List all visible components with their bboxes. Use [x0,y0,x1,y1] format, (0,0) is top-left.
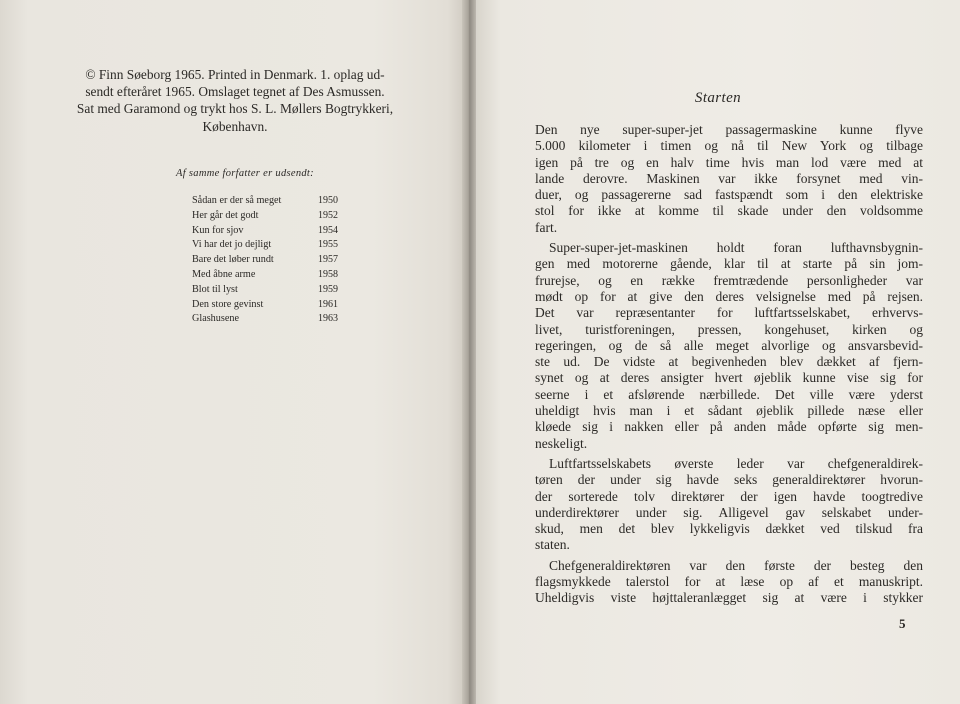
text-line: Den nye super-super-jet passagermaskine kunne flyve [535,122,923,137]
text-line: 5.000 kilometer i timen og nå til New York og tilbage [535,138,923,154]
work-year: 1954 [318,224,338,236]
text-line: seerne i et afslørende nærbillede. Det ville være yderst [535,386,923,402]
copyright-line: © Finn Søeborg 1965. Printed in Denmark. 1. oplag ud- [85,67,385,82]
text-line: frurejse, og en række fremtrædende personligheder var [535,272,923,288]
text-line: lande derovre. Maskinen var ikke forsynet med vin- [535,170,923,186]
text-line: livet, turistforeningen, pressen, kongehuset, kirken og [535,321,923,337]
text-line: synet og at deres ansigter hvert øjeblik kunne vise sig for [535,370,923,386]
also-by-heading: Af samme forfatter er udsendt: [176,168,314,179]
text-line: Luftfartsselskabets øverste leder var chefgeneraldirek- [549,455,923,471]
text-line: der sorterede tolv direktører der igen havde toogtredive [535,488,923,504]
text-line: mødt op for at give den deres velsignelse med på rejsen. [535,288,923,304]
text-line: igen på tre og en halv time hvis man lod være med at [535,154,923,170]
work-year: 1950 [318,195,338,206]
work-entry [192,268,338,283]
paragraph [535,240,923,452]
text-line: fart. [535,219,558,235]
work-entry [192,238,338,253]
text-line: neskeligt. [535,435,588,451]
left-page [0,0,466,704]
text-line: uheldigt hvis man i et sådant øjeblik pillede næse eller [535,403,923,419]
text-line: stol for ikke at komme til skade under den voldsomme [535,203,923,219]
work-year: 1958 [318,268,338,280]
text-line: kløede sig i nakken eller på anden måde opførte sig men- [535,419,923,435]
text-line: skud, men det blev lykkeligvis dækket ved tilskud fra [535,521,923,537]
work-title: Med åbne arme [192,268,256,280]
text-line: underdirektører under sig. Alligevel gav selskabet under- [535,504,923,520]
text-line: Uheldigvis viste højttaleranlægget sig at være i stykker [535,590,923,606]
works-list [192,194,338,327]
text-line: staten. [535,537,570,553]
work-title: Bare det løber rundt [192,254,274,266]
work-entry [192,298,338,313]
work-year: 1959 [318,283,338,295]
work-year: 1952 [318,209,338,221]
work-title: Vi har det jo dejligt [192,239,272,251]
book-gutter [462,0,476,704]
chapter-title: Starten [694,90,742,106]
work-title: Den store gevinst [192,298,264,310]
work-entry [192,283,338,298]
copyright-line: sendt efteråret 1965. Omslaget tegnet af Des Asmussen. [85,84,385,100]
copyright-line: Sat med Garamond og trykt hos S. L. Møllers Bogtrykkeri, [76,101,394,117]
work-entry [192,194,338,209]
text-line: Det var repræsentanter for luftfartsselskabet, erhvervs- [535,305,923,321]
work-title: Glashusene [192,313,239,325]
right-page [476,0,960,704]
text-line: ste ud. De vidste at begivenheden blev dækket af fjern- [535,354,923,370]
work-entry [192,224,338,239]
work-title: Kun for sjov [192,224,244,236]
copyright-line: København. [202,118,268,134]
paragraph [535,558,923,607]
work-year: 1961 [318,298,338,310]
text-line: gen med motorerne gående, klar til at starte på sin jom- [535,256,923,272]
paragraph [535,122,923,236]
work-year: 1955 [318,239,338,251]
work-year: 1963 [318,313,338,325]
work-year: 1957 [318,254,338,266]
text-line: flagsmykkede talerstol for at læse op af et manuskript. [535,574,923,590]
work-title: Blot til lyst [192,283,238,295]
chapter-body [535,122,923,607]
text-line: duer, og passagererne sad fastspændt som i den elektriske [535,187,923,203]
text-line: regeringen, og de så alle meget alvorlige og ansvarsbevid- [535,337,923,353]
work-title: Sådan er der så meget [192,195,282,206]
work-entry [192,253,338,268]
page-number: 5 [899,616,906,631]
text-line: Super-super-jet-maskinen holdt foran lufthavnsbygnin- [549,240,923,256]
paragraph [535,456,923,554]
text-line: Chefgeneraldirektøren var den første der besteg den [549,557,923,573]
work-entry [192,209,338,224]
copyright-notice [70,66,400,135]
work-title: Her går det godt [192,209,259,221]
text-line: tøren der under sig havde seks generaldirektører hvorun- [535,472,923,488]
work-entry [192,312,338,327]
